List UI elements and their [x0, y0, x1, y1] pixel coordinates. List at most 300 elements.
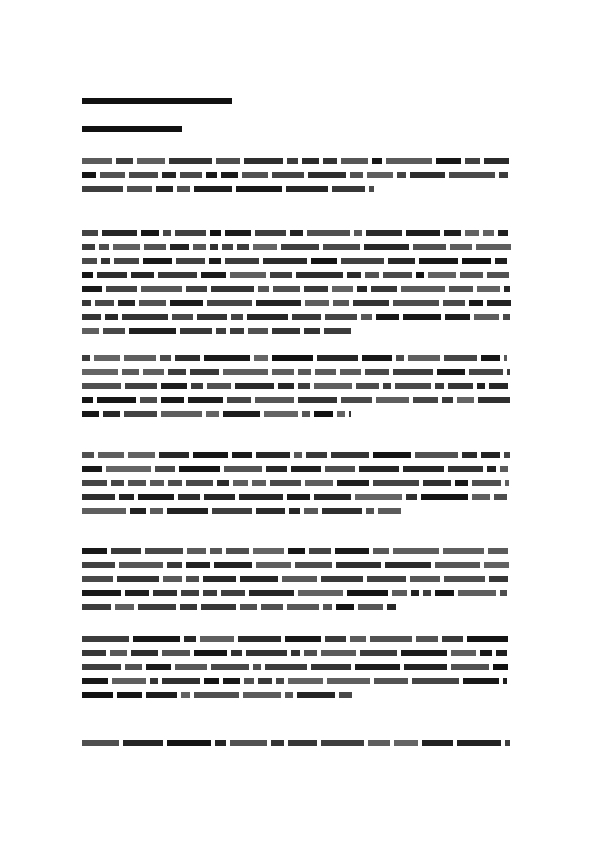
- word-block: [355, 494, 402, 500]
- word-block: [105, 314, 118, 320]
- word-block: [449, 172, 495, 178]
- word-block: [395, 383, 431, 389]
- word-block: [119, 494, 134, 500]
- word-block: [211, 664, 249, 670]
- text-line: [82, 186, 374, 192]
- word-block: [411, 590, 419, 596]
- word-block: [355, 664, 400, 670]
- word-block: [487, 272, 509, 278]
- word-block: [190, 369, 219, 375]
- word-block: [186, 562, 210, 568]
- text-line: [82, 230, 508, 236]
- word-block: [378, 508, 401, 514]
- word-block: [325, 466, 355, 472]
- word-block: [98, 452, 124, 458]
- word-block: [169, 158, 212, 164]
- word-block: [131, 272, 154, 278]
- word-block: [356, 383, 379, 389]
- word-block: [410, 172, 445, 178]
- word-block: [327, 678, 370, 684]
- word-block: [140, 397, 157, 403]
- word-block: [123, 740, 163, 746]
- word-block: [170, 300, 203, 306]
- word-block: [321, 576, 363, 582]
- word-block: [223, 678, 240, 684]
- word-block: [203, 576, 236, 582]
- word-block: [448, 466, 483, 472]
- word-block: [321, 740, 364, 746]
- word-block: [175, 230, 206, 236]
- word-block: [383, 272, 412, 278]
- word-block: [82, 272, 93, 278]
- word-block: [372, 158, 382, 164]
- word-block: [373, 452, 411, 458]
- text-line: [82, 355, 507, 361]
- text-line: [82, 664, 508, 670]
- word-block: [324, 328, 351, 334]
- word-block: [82, 314, 101, 320]
- word-block: [101, 258, 110, 264]
- word-block: [341, 158, 368, 164]
- word-block: [235, 383, 274, 389]
- word-block: [423, 590, 431, 596]
- word-block: [204, 355, 250, 361]
- text-line: [82, 328, 351, 334]
- word-block: [258, 286, 269, 292]
- word-block: [201, 604, 236, 610]
- text-line: [82, 158, 509, 164]
- word-block: [167, 740, 211, 746]
- word-block: [477, 286, 500, 292]
- word-block: [337, 411, 345, 417]
- text-line: [82, 480, 509, 486]
- word-block: [413, 244, 446, 250]
- word-block: [82, 186, 123, 192]
- text-line: [82, 576, 508, 582]
- word-block: [214, 562, 252, 568]
- word-block: [341, 258, 384, 264]
- word-block: [376, 397, 409, 403]
- word-block: [82, 678, 108, 684]
- paragraph: [82, 548, 512, 618]
- text-line: [82, 650, 507, 656]
- word-block: [200, 636, 234, 642]
- word-block: [188, 397, 223, 403]
- word-block: [130, 508, 146, 514]
- word-block: [371, 286, 397, 292]
- word-block: [354, 230, 362, 236]
- word-block: [239, 494, 283, 500]
- paragraph: [82, 452, 512, 522]
- word-block: [82, 562, 115, 568]
- word-block: [362, 355, 392, 361]
- word-block: [302, 158, 319, 164]
- word-block: [487, 300, 511, 306]
- word-block: [462, 452, 477, 458]
- word-block: [175, 355, 200, 361]
- paragraph: [82, 158, 512, 200]
- word-block: [178, 494, 200, 500]
- word-block: [114, 258, 139, 264]
- text-line: [82, 508, 401, 514]
- word-block: [177, 186, 190, 192]
- word-block: [370, 636, 412, 642]
- word-block: [232, 452, 252, 458]
- word-block: [449, 286, 473, 292]
- word-block: [297, 692, 335, 698]
- text-line: [82, 494, 507, 500]
- word-block: [221, 172, 238, 178]
- word-block: [240, 576, 278, 582]
- word-block: [474, 314, 499, 320]
- word-block: [82, 466, 102, 472]
- word-block: [444, 230, 461, 236]
- word-block: [331, 452, 369, 458]
- word-block: [304, 508, 318, 514]
- word-block: [167, 562, 182, 568]
- word-block: [82, 494, 115, 500]
- word-block: [186, 576, 199, 582]
- word-block: [193, 452, 228, 458]
- word-block: [111, 480, 124, 486]
- word-block: [256, 300, 301, 306]
- word-block: [448, 383, 473, 389]
- word-block: [82, 411, 99, 417]
- word-block: [484, 562, 509, 568]
- word-block: [337, 480, 369, 486]
- word-block: [141, 286, 182, 292]
- word-block: [244, 158, 283, 164]
- text-line: [82, 286, 510, 292]
- word-block: [272, 328, 300, 334]
- word-block: [212, 508, 252, 514]
- text-line: [82, 314, 510, 320]
- word-block: [404, 664, 447, 670]
- word-block: [146, 664, 171, 670]
- text-line: [82, 548, 508, 554]
- word-block: [272, 355, 313, 361]
- word-block: [472, 494, 490, 500]
- word-block: [323, 604, 332, 610]
- word-block: [504, 355, 507, 361]
- word-block: [336, 562, 381, 568]
- word-block: [428, 272, 456, 278]
- word-block: [97, 397, 136, 403]
- word-block: [394, 740, 418, 746]
- word-block: [272, 172, 304, 178]
- word-block: [463, 678, 499, 684]
- word-block: [159, 452, 189, 458]
- word-block: [249, 590, 294, 596]
- word-block: [487, 466, 496, 472]
- word-block: [137, 158, 165, 164]
- word-block: [403, 466, 444, 472]
- word-block: [133, 636, 180, 642]
- word-block: [410, 576, 440, 582]
- word-block: [230, 328, 244, 334]
- word-block: [357, 286, 367, 292]
- word-block: [416, 636, 438, 642]
- word-block: [247, 314, 288, 320]
- word-block: [360, 650, 397, 656]
- word-block: [210, 230, 221, 236]
- word-block: [128, 480, 146, 486]
- word-block: [317, 355, 358, 361]
- word-block: [261, 604, 283, 610]
- word-block: [187, 548, 206, 554]
- paragraph: [82, 355, 512, 425]
- word-block: [488, 548, 508, 554]
- word-block: [161, 383, 187, 389]
- text-line: [82, 740, 510, 746]
- word-block: [175, 664, 207, 670]
- word-block: [115, 604, 134, 610]
- word-block: [373, 548, 389, 554]
- word-block: [97, 272, 127, 278]
- word-block: [265, 664, 307, 670]
- word-block: [243, 692, 281, 698]
- word-block: [302, 411, 310, 417]
- word-block: [170, 244, 189, 250]
- word-block: [139, 300, 166, 306]
- text-line: [82, 383, 508, 389]
- word-block: [163, 230, 171, 236]
- word-block: [118, 300, 135, 306]
- word-block: [95, 300, 114, 306]
- word-block: [500, 466, 508, 472]
- word-block: [131, 650, 158, 656]
- word-block: [172, 314, 193, 320]
- word-block: [350, 636, 366, 642]
- word-block: [117, 692, 142, 698]
- text-line: [82, 397, 510, 403]
- word-block: [309, 548, 331, 554]
- word-block: [82, 576, 113, 582]
- word-block: [281, 244, 319, 250]
- word-block: [230, 272, 266, 278]
- text-line: [82, 244, 511, 250]
- word-block: [180, 172, 202, 178]
- word-block: [238, 636, 281, 642]
- word-block: [367, 172, 393, 178]
- word-block: [226, 548, 249, 554]
- word-block: [100, 172, 125, 178]
- word-block: [480, 650, 492, 656]
- word-block: [253, 548, 284, 554]
- word-block: [325, 636, 346, 642]
- word-block: [361, 314, 372, 320]
- word-block: [341, 397, 372, 403]
- word-block: [493, 664, 508, 670]
- word-block: [204, 494, 235, 500]
- word-block: [125, 590, 149, 596]
- word-block: [415, 452, 458, 458]
- text-line: [82, 411, 351, 417]
- word-block: [103, 328, 125, 334]
- word-block: [347, 590, 388, 596]
- word-block: [496, 650, 507, 656]
- word-block: [111, 548, 141, 554]
- text-line: [82, 636, 508, 642]
- word-block: [489, 383, 508, 389]
- word-block: [264, 411, 298, 417]
- word-block: [82, 740, 119, 746]
- word-block: [82, 692, 113, 698]
- word-block: [314, 494, 351, 500]
- word-block: [244, 678, 254, 684]
- word-block: [477, 383, 485, 389]
- word-block: [458, 590, 496, 596]
- word-block: [224, 466, 262, 472]
- word-block: [365, 369, 389, 375]
- word-block: [445, 314, 470, 320]
- word-block: [237, 244, 249, 250]
- word-block: [323, 244, 360, 250]
- word-block: [223, 411, 260, 417]
- word-block: [288, 740, 317, 746]
- word-block: [278, 383, 294, 389]
- word-block: [444, 576, 485, 582]
- word-block: [288, 548, 305, 554]
- word-block: [462, 258, 491, 264]
- word-block: [102, 230, 137, 236]
- text-line: [82, 590, 507, 596]
- word-block: [99, 244, 109, 250]
- word-block: [231, 314, 243, 320]
- word-block: [270, 272, 292, 278]
- text-line: [82, 562, 509, 568]
- word-block: [365, 272, 379, 278]
- word-block: [442, 636, 463, 642]
- word-block: [298, 383, 310, 389]
- word-block: [211, 286, 254, 292]
- word-block: [217, 480, 229, 486]
- word-block: [124, 411, 157, 417]
- text-line: [82, 369, 510, 375]
- word-block: [186, 480, 213, 486]
- word-block: [495, 258, 507, 264]
- word-block: [256, 562, 291, 568]
- word-block: [256, 452, 290, 458]
- word-block: [201, 272, 226, 278]
- word-block: [194, 186, 232, 192]
- word-block: [332, 186, 365, 192]
- word-block: [457, 397, 474, 403]
- word-block: [291, 466, 321, 472]
- word-block: [367, 576, 406, 582]
- word-block: [500, 590, 507, 596]
- word-block: [386, 158, 432, 164]
- word-block: [82, 286, 102, 292]
- word-block: [469, 369, 503, 375]
- word-block: [82, 158, 112, 164]
- word-block: [421, 494, 468, 500]
- word-block: [266, 466, 287, 472]
- word-block: [469, 300, 483, 306]
- word-block: [308, 172, 346, 178]
- word-block: [349, 411, 351, 417]
- word-block: [158, 272, 197, 278]
- word-block: [82, 590, 121, 596]
- word-block: [467, 636, 508, 642]
- word-block: [286, 186, 328, 192]
- word-block: [476, 244, 511, 250]
- word-block: [255, 397, 294, 403]
- word-block: [106, 286, 137, 292]
- word-block: [455, 480, 468, 486]
- word-block: [465, 158, 480, 164]
- word-block: [392, 590, 407, 596]
- word-block: [110, 650, 127, 656]
- word-block: [146, 692, 177, 698]
- word-block: [113, 244, 140, 250]
- word-block: [325, 314, 357, 320]
- word-block: [252, 480, 266, 486]
- word-block: [298, 590, 343, 596]
- word-block: [106, 466, 151, 472]
- word-block: [393, 300, 439, 306]
- word-block: [435, 562, 480, 568]
- word-block: [216, 158, 240, 164]
- word-block: [248, 328, 268, 334]
- word-block: [163, 576, 182, 582]
- word-block: [364, 244, 409, 250]
- word-block: [311, 664, 351, 670]
- word-block: [505, 480, 509, 486]
- word-block: [291, 650, 300, 656]
- word-block: [129, 172, 158, 178]
- text-line: [82, 300, 511, 306]
- text-line: [82, 172, 508, 178]
- word-block: [206, 172, 217, 178]
- word-block: [423, 480, 451, 486]
- word-block: [161, 397, 184, 403]
- word-block: [82, 258, 97, 264]
- word-block: [307, 230, 350, 236]
- word-block: [298, 397, 337, 403]
- word-block: [117, 576, 159, 582]
- word-block: [287, 158, 298, 164]
- word-block: [125, 664, 142, 670]
- word-block: [287, 494, 310, 500]
- word-block: [210, 548, 222, 554]
- word-block: [412, 678, 459, 684]
- word-block: [285, 692, 293, 698]
- word-block: [336, 604, 354, 610]
- word-block: [197, 314, 227, 320]
- word-block: [387, 604, 396, 610]
- text-line: [82, 466, 508, 472]
- word-block: [204, 678, 219, 684]
- word-block: [162, 172, 176, 178]
- word-block: [162, 678, 200, 684]
- word-block: [373, 480, 419, 486]
- word-block: [288, 678, 323, 684]
- word-block: [443, 300, 465, 306]
- word-block: [186, 286, 207, 292]
- word-block: [306, 452, 327, 458]
- word-block: [294, 452, 302, 458]
- word-block: [289, 508, 300, 514]
- word-block: [282, 576, 317, 582]
- word-block: [350, 172, 363, 178]
- word-block: [422, 740, 453, 746]
- word-block: [401, 286, 445, 292]
- word-block: [112, 678, 146, 684]
- word-block: [483, 230, 494, 236]
- word-block: [221, 590, 245, 596]
- word-block: [504, 286, 510, 292]
